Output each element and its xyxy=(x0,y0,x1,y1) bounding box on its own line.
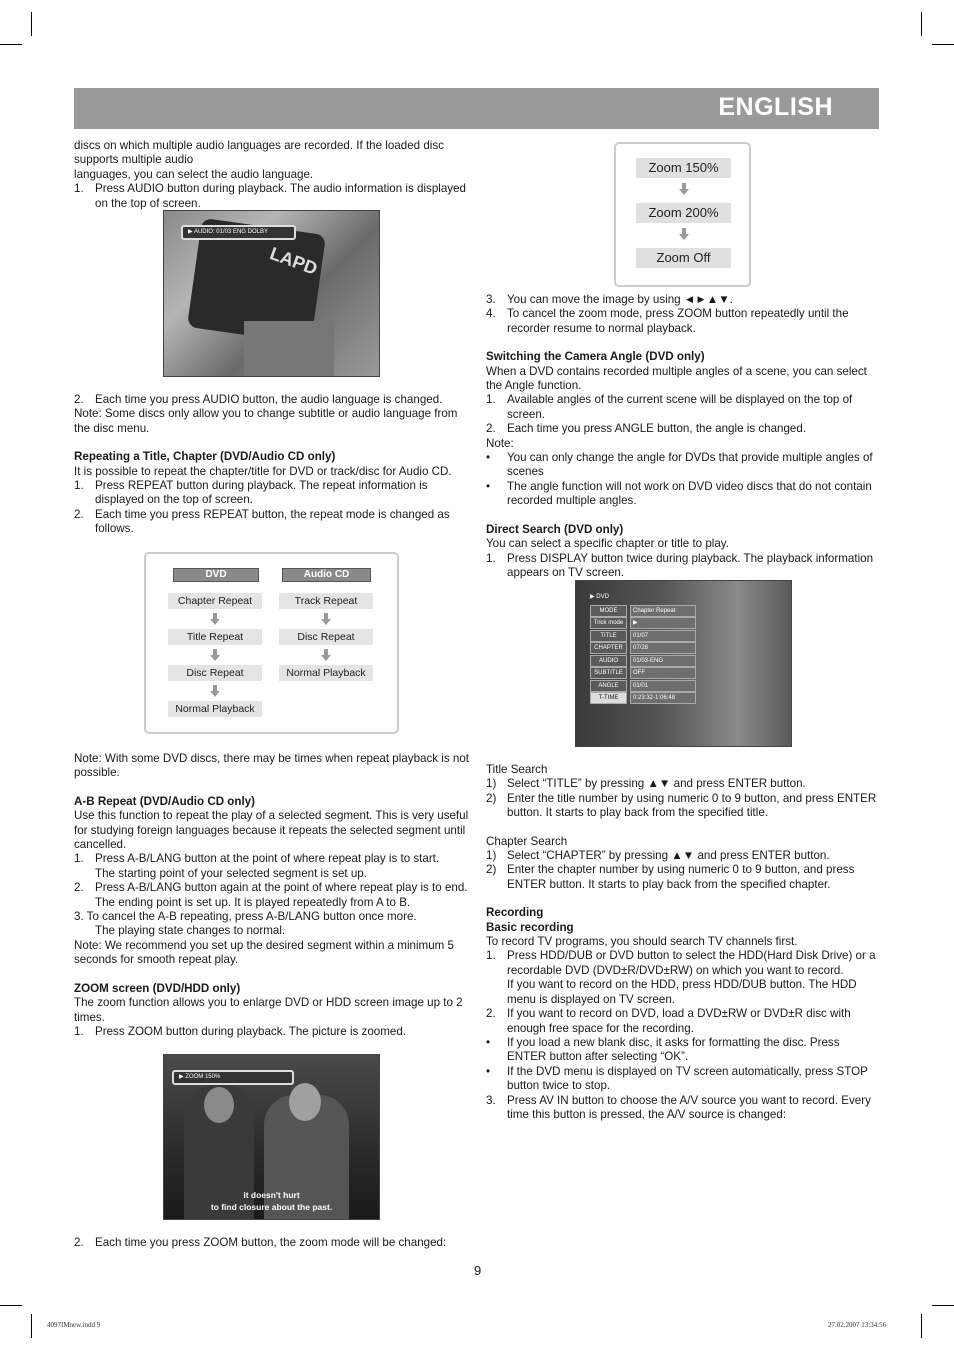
list-item: 2. Each time you press REPEAT button, the repeat mode is changed as follows. xyxy=(74,507,450,536)
note: Note: With some DVD discs, there may be times when repeat playback is not possible. xyxy=(74,752,469,780)
left-column-2 xyxy=(74,393,467,537)
subheading: Chapter Search xyxy=(486,834,568,848)
crop-mark xyxy=(932,1305,954,1306)
subheading: Title Search xyxy=(486,763,548,776)
list-item: 2. Each time you press AUDIO button, the audio language is changed. xyxy=(74,393,443,406)
list-item: 1. Press AUDIO button during playback. The audio information is displayed on the top of screen. xyxy=(74,182,466,210)
intro-line: discs on which multiple audio languages are recorded. If the loaded disc supports multiple audio xyxy=(74,139,444,167)
play-icon: ▶ xyxy=(188,229,194,235)
repeat-flow-diagram xyxy=(144,552,399,734)
section-heading: ZOOM screen (DVD/HDD only) xyxy=(74,981,241,995)
paragraph: You can select a specific chapter or title to play. xyxy=(486,537,729,551)
subtitle-line: it doesn't hurt xyxy=(243,1190,300,1200)
paragraph: The zoom function allows you to enlarge DVD or HDD screen image up to 2 times. xyxy=(74,996,463,1024)
intro-line: languages, you can select the audio language. xyxy=(74,167,314,181)
crop-mark xyxy=(932,44,954,45)
person-leg xyxy=(244,321,334,377)
list-item: 3. You can move the image by using ◄►▲▼. xyxy=(486,293,733,306)
audio-screen-image xyxy=(163,210,380,377)
down-arrow-icon xyxy=(320,649,332,661)
list-item: 1. Press A-B/LANG button at the point of where repeat play is to start. xyxy=(74,852,440,866)
list-item: 1. Available angles of the current scene will be displayed on the top of screen. xyxy=(486,393,853,421)
bullet-item: • If you load a new blank disc, it asks for formatting the disc. Press ENTER button after selecting “OK”. xyxy=(486,1035,840,1064)
note: Note: Some discs only allow you to change subtitle or audio language from the disc menu. xyxy=(74,407,458,435)
bullet-icon: • xyxy=(486,1035,491,1049)
dvd-title-repeat: Title Repeat xyxy=(168,629,262,645)
crop-mark xyxy=(0,1305,22,1306)
zoom-150: Zoom 150% xyxy=(636,158,731,178)
footer-date: 27.02.2007 13:34:56 xyxy=(828,1321,887,1329)
right-column xyxy=(486,293,881,580)
dvd-normal-playback: Normal Playback xyxy=(168,701,262,717)
list-item: 1. Press REPEAT button during playback. The repeat information is displayed on the top of screen. xyxy=(74,479,428,507)
list-item: 4. To cancel the zoom mode, press ZOOM button repeatedly until the recorder resume to normal playback. xyxy=(486,307,849,335)
list-subtext: The playing state changes to normal. xyxy=(95,924,286,938)
bullet-item: • You can only change the angle for DVDs that provide multiple angles of scenes xyxy=(486,451,873,479)
language-title: ENGLISH xyxy=(718,93,833,121)
person-right-head xyxy=(289,1083,321,1121)
left-column-3 xyxy=(74,752,469,1039)
cd-normal-playback: Normal Playback xyxy=(279,665,373,681)
list-item: 1. Press HDD/DUB or DVD button to select the HDD(Hard Disk Drive) or a recordable DVD (DVD±R/DVD±RW) on which you want to record. xyxy=(486,949,876,977)
section-subheading: Basic recording xyxy=(486,920,574,934)
audio-osd: ▶ AUDIO: 01/03 ENG DOLBY xyxy=(181,225,296,240)
list-item: 1) Select “TITLE” by pressing ▲▼ and press ENTER button. xyxy=(486,777,806,791)
bag-logo: LAPD xyxy=(267,243,321,279)
zoom-osd: ▶ ZOOM 150% xyxy=(172,1070,294,1085)
list-item: 2) Enter the title number by using numeric 0 to 9 button, and press ENTER button. It starts to play back from the specified title. xyxy=(486,791,877,820)
section-heading: A-B Repeat (DVD/Audio CD only) xyxy=(74,794,255,808)
crop-mark xyxy=(31,1314,32,1338)
section-heading: Recording xyxy=(486,906,544,920)
crop-mark xyxy=(921,1314,922,1338)
right-column-2 xyxy=(486,763,881,1122)
crop-mark xyxy=(0,44,22,45)
note-label: Note: xyxy=(486,436,514,450)
paragraph: It is possible to repeat the chapter/title for DVD or track/disc for Audio CD. xyxy=(74,464,452,478)
left-column xyxy=(74,139,467,211)
list-item: 2. Each time you press ANGLE button, the angle is changed. xyxy=(486,422,807,436)
zoom-200: Zoom 200% xyxy=(636,203,731,223)
play-icon: ▶ xyxy=(590,594,597,600)
list-subtext: If you want to record on the HDD, press HDD/DUB button. The HDD menu is displayed on TV screen. xyxy=(507,978,857,1006)
language-header-bar xyxy=(74,88,879,129)
play-icon: ▶ xyxy=(179,1074,186,1080)
dvd-disc-repeat: Disc Repeat xyxy=(168,665,262,681)
bullet-icon: • xyxy=(486,479,491,493)
zoom-screen-image xyxy=(163,1054,380,1220)
list-subtext: The starting point of your selected segment is set up. xyxy=(95,866,367,880)
list-item: 2. Each time you press ZOOM button, the zoom mode will be changed: xyxy=(74,1236,447,1249)
person-left-head xyxy=(204,1087,234,1123)
list-item: 2. If you want to record on DVD, load a DVD±RW or DVD±R disc with enough free space for the recording. xyxy=(486,1007,851,1035)
bullet-item: • The angle function will not work on DVD video discs that do not contain recorded multiple angles. xyxy=(486,479,872,508)
bullet-icon: • xyxy=(486,1064,491,1078)
cd-track-repeat: Track Repeat xyxy=(279,593,373,609)
bullet-icon: • xyxy=(486,451,491,465)
dvd-chapter-repeat: Chapter Repeat xyxy=(168,593,262,609)
down-arrow-icon xyxy=(678,228,690,240)
down-arrow-icon xyxy=(209,685,221,697)
list-item: 3. To cancel the A-B repeating, press A-B/LANG button once more. xyxy=(74,910,417,924)
list-item: 1. Press ZOOM button during playback. The picture is zoomed. xyxy=(74,1024,407,1038)
playback-info-screen: ▶ DVD MODE Chapter Repeat Trick mode ▶ TITLE 01/07 CHAPTER 07/28 AUDIO 01/03-ENG SUBTITLE OFF ANGLE 01/01 T-TIME 0:23:32-1:06:48 xyxy=(575,580,792,747)
down-arrow-icon xyxy=(320,613,332,625)
list-subtext: The ending point is set up. It is played repeatedly from A to B. xyxy=(95,895,411,909)
page-number: 9 xyxy=(474,1263,482,1278)
list-item: 1) Select “CHAPTER” by pressing ▲▼ and press ENTER button. xyxy=(486,849,830,863)
note: Note: We recommend you set up the desired segment within a minimum 5 seconds for smooth repeat play. xyxy=(74,938,454,967)
list-item: 3. Press AV IN button to choose the A/V source you want to record. Every time this button is pressed, the A/V source is changed: xyxy=(486,1093,871,1121)
section-heading: Repeating a Title, Chapter (DVD/Audio CD only) xyxy=(74,450,336,464)
paragraph: When a DVD contains recorded multiple angles of a scene, you can select the Angle function. xyxy=(486,364,867,393)
list-item: 2) Enter the chapter number by using numeric 0 to 9 button, and press ENTER button. It starts to play back from the specified chapter. xyxy=(486,863,855,891)
down-arrow-icon xyxy=(678,183,690,195)
subtitle-line: to find closure about the past. xyxy=(210,1202,333,1212)
crop-mark xyxy=(921,12,922,36)
dvd-header: DVD xyxy=(173,568,259,582)
paragraph: Use this function to repeat the play of a selected segment. This is very useful for studying foreign languages because it repeats the selected segment until cancelled. xyxy=(74,809,469,852)
zoom-off: Zoom Off xyxy=(636,248,731,268)
cd-disc-repeat: Disc Repeat xyxy=(279,629,373,645)
menu-head: ▶ DVD xyxy=(590,594,609,600)
paragraph: To record TV programs, you should search TV channels first. xyxy=(486,935,798,949)
section-heading: Direct Search (DVD only) xyxy=(486,522,624,536)
zoom-flow-diagram xyxy=(614,142,751,287)
section-heading: Switching the Camera Angle (DVD only) xyxy=(486,350,705,364)
crop-mark xyxy=(31,12,32,36)
list-item: 2. Press A-B/LANG button again at the point of where repeat play is to end. xyxy=(74,881,468,895)
down-arrow-icon xyxy=(209,613,221,625)
bullet-item: • If the DVD menu is displayed on TV screen automatically, press STOP button twice to stop. xyxy=(486,1064,868,1093)
list-item: 1. Press DISPLAY button twice during playback. The playback information appears on TV screen. xyxy=(486,551,874,579)
footer-file: 4097IMnew.indd 9 xyxy=(47,1321,101,1329)
left-column-4 xyxy=(74,1236,467,1250)
down-arrow-icon xyxy=(209,649,221,661)
audio-cd-header: Audio CD xyxy=(282,568,371,582)
